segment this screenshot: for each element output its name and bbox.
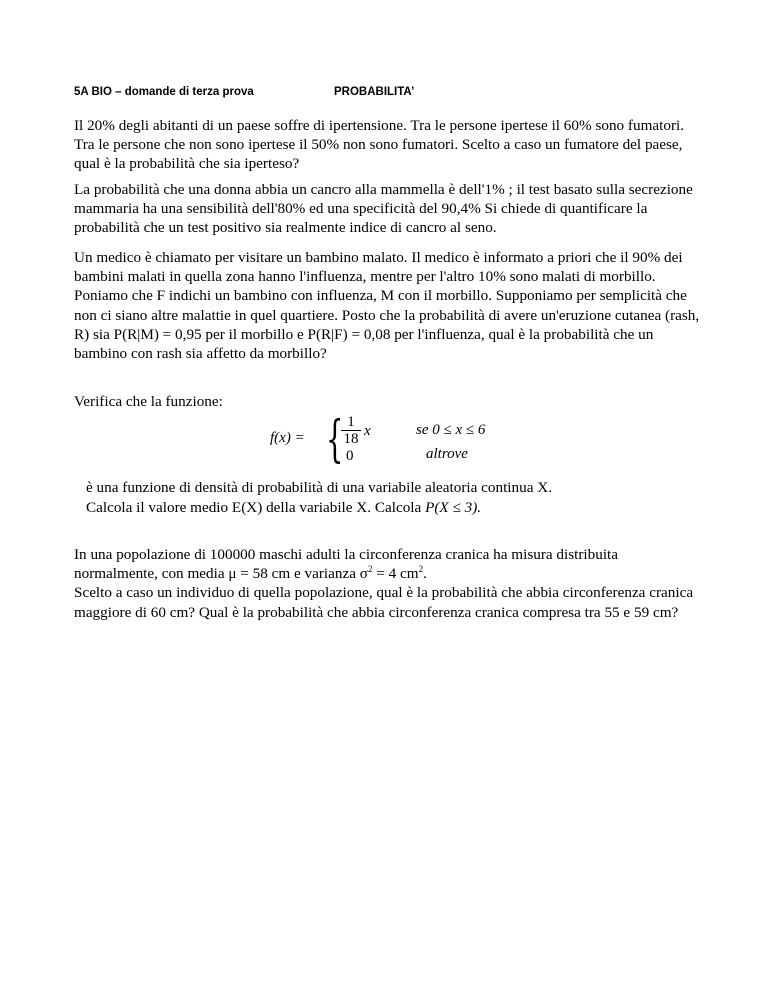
header-topic-title: PROBABILITA’ [334, 86, 415, 98]
circumference-line-1: In una popolazione di 100000 maschi adulti la circonferenza cranica ha misura distribuita [74, 546, 619, 563]
problem-density-intro: Verifica che la funzione: [74, 393, 223, 410]
expected-value-question-line [86, 498, 716, 518]
expected-value-text: Calcola il valore medio E(X) della variabile X. Calcola [86, 498, 426, 516]
problem-head-circumference [74, 545, 704, 622]
formula-brace: { [326, 410, 344, 468]
unit-exponent: 2 [418, 564, 424, 575]
density-question-line: è una funzione di densità di probabilità di una variabile aleatoria continua X. [86, 479, 553, 496]
problem-density-questions [86, 478, 716, 518]
piecewise-density-formula [240, 410, 540, 470]
fraction-numerator: 1 [347, 414, 355, 430]
fraction-denominator: 18 [343, 431, 359, 447]
mean-variance-text: normalmente, con media μ = 58 cm e varianza σ [74, 565, 368, 583]
header-class-title: 5A BIO – domande di terza prova [74, 86, 254, 98]
problem-breast-cancer-test: La probabilità che una donna abbia un cancro alla mammella è dell'1% ; il test basato sulla secrezione mammaria ha una sensibilità dell'80% ed una specificità del 90,4% Si chiede di quantificare la probabilità che un test positivo sia realmente indice di cancro al seno. [74, 181, 693, 237]
variance-value-text: = 4 cm [372, 565, 419, 583]
probability-expression: P(X ≤ 3). [425, 498, 482, 516]
variance-exponent: 2 [367, 564, 373, 575]
formula-condition-elsewhere: altrove [426, 446, 468, 462]
formula-variable: x [364, 423, 371, 439]
formula-lhs: f(x) = [270, 430, 305, 446]
circumference-questions: Scelto a caso un individuo di quella popolazione, qual è la probabilità che abbia circonferenza cranica maggiore di 60 cm? Qual è la probabilità che abbia circonferenza cranica compresa tra 55 e 59 cm? [74, 584, 694, 621]
formula-zero-case: 0 [346, 448, 354, 464]
problem-hypertension: Il 20% degli abitanti di un paese soffre di ipertensione. Tra le persone ipertese il 60% sono fumatori. Tra le persone che non sono ipertese il 50% non sono fumatori. Scelto a caso un fumatore del paese, qual è la probabilità che sia iperteso? [74, 117, 685, 173]
problem-measles-rash: Un medico è chiamato per visitare un bambino malato. Il medico è informato a priori che il 90% dei bambini malati in quella zona hanno l'influenza, mentre per l'altro 10% sono malati di morbillo. Poniamo che F indichi un bambino con influenza, M con il morbillo. Supponiamo per semplicità che non ci siano altre malattie in quel quartiere. Posto che la probabilità di avere un'eruzione cutanea (rash, R) sia P(R|M) = 0,95 per il morbillo e P(R|F) = 0,08 per l'influenza, qual è la probabilità che un bambino con rash sia affetto da morbillo? [74, 249, 700, 363]
formula-condition-range: se 0 ≤ x ≤ 6 [416, 422, 486, 438]
circumference-line-2 [74, 564, 704, 583]
sentence-end: . [423, 565, 427, 583]
formula-fraction [340, 414, 362, 447]
page-header [74, 86, 415, 98]
